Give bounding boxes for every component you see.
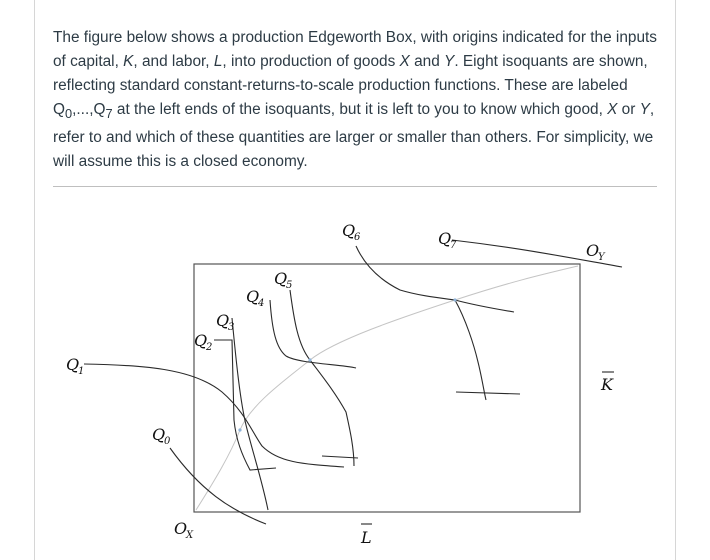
svg-text:7: 7 <box>450 240 457 251</box>
svg-text:O: O <box>586 241 600 260</box>
svg-text:2: 2 <box>206 342 213 353</box>
svg-text:L: L <box>361 528 372 547</box>
isoquant-q7-lower <box>455 300 486 400</box>
label-origin-x <box>174 519 194 541</box>
svg-text:Q: Q <box>194 331 208 350</box>
svg-text:1: 1 <box>78 366 85 377</box>
isoquant-q5 <box>290 290 354 466</box>
question-text: The figure below shows a production Edgeworth Box, with origins indicated for the inputs of capital, K, and labor, L, into production of goods X and Y. Eight isoquants are shown, reflecting standard constant-returns-to-scale production functions. These are labeled $Q_0,...,Q_7$ at the left ends of the isoquants, but it is left to you to know which good, X or Y, refer to and which of these quantities are larger or smaller than others. For simplicity, we will assume this is a closed economy. <box>53 29 657 171</box>
tangency-point <box>308 358 311 361</box>
label-q2 <box>194 331 212 353</box>
svg-text:Q: Q <box>216 311 230 330</box>
isoquant-q7-tail <box>456 392 520 394</box>
label-q3 <box>216 311 234 333</box>
svg-text:X: X <box>186 530 194 541</box>
label-origin-y <box>586 241 606 263</box>
svg-text:6: 6 <box>354 232 361 243</box>
svg-text:4: 4 <box>258 298 265 309</box>
label-q0 <box>152 425 171 447</box>
tangency-point <box>453 298 456 301</box>
svg-text:O: O <box>174 519 188 538</box>
svg-text:0: 0 <box>164 436 171 447</box>
label-q7 <box>438 229 457 251</box>
svg-text:3: 3 <box>228 322 235 333</box>
svg-text:Q: Q <box>438 229 452 248</box>
svg-text:Y: Y <box>598 252 605 263</box>
svg-text:K: K <box>601 375 613 394</box>
svg-text:5: 5 <box>286 280 293 291</box>
label-q1 <box>66 355 84 377</box>
svg-text:Q: Q <box>66 355 80 374</box>
isoquant-q1 <box>84 364 344 467</box>
svg-text:Q: Q <box>342 221 356 240</box>
svg-text:Q: Q <box>152 425 166 444</box>
svg-text:Q: Q <box>274 269 288 288</box>
label-kbar <box>600 372 614 394</box>
isoquant-q5-tail <box>322 456 358 458</box>
svg-text:Q: Q <box>246 287 260 306</box>
isoquant-q6 <box>356 246 514 312</box>
label-q4 <box>246 287 264 309</box>
tangency-point <box>238 428 241 431</box>
label-lbar <box>360 524 372 547</box>
label-q6 <box>342 221 361 243</box>
label-q5 <box>274 269 292 291</box>
